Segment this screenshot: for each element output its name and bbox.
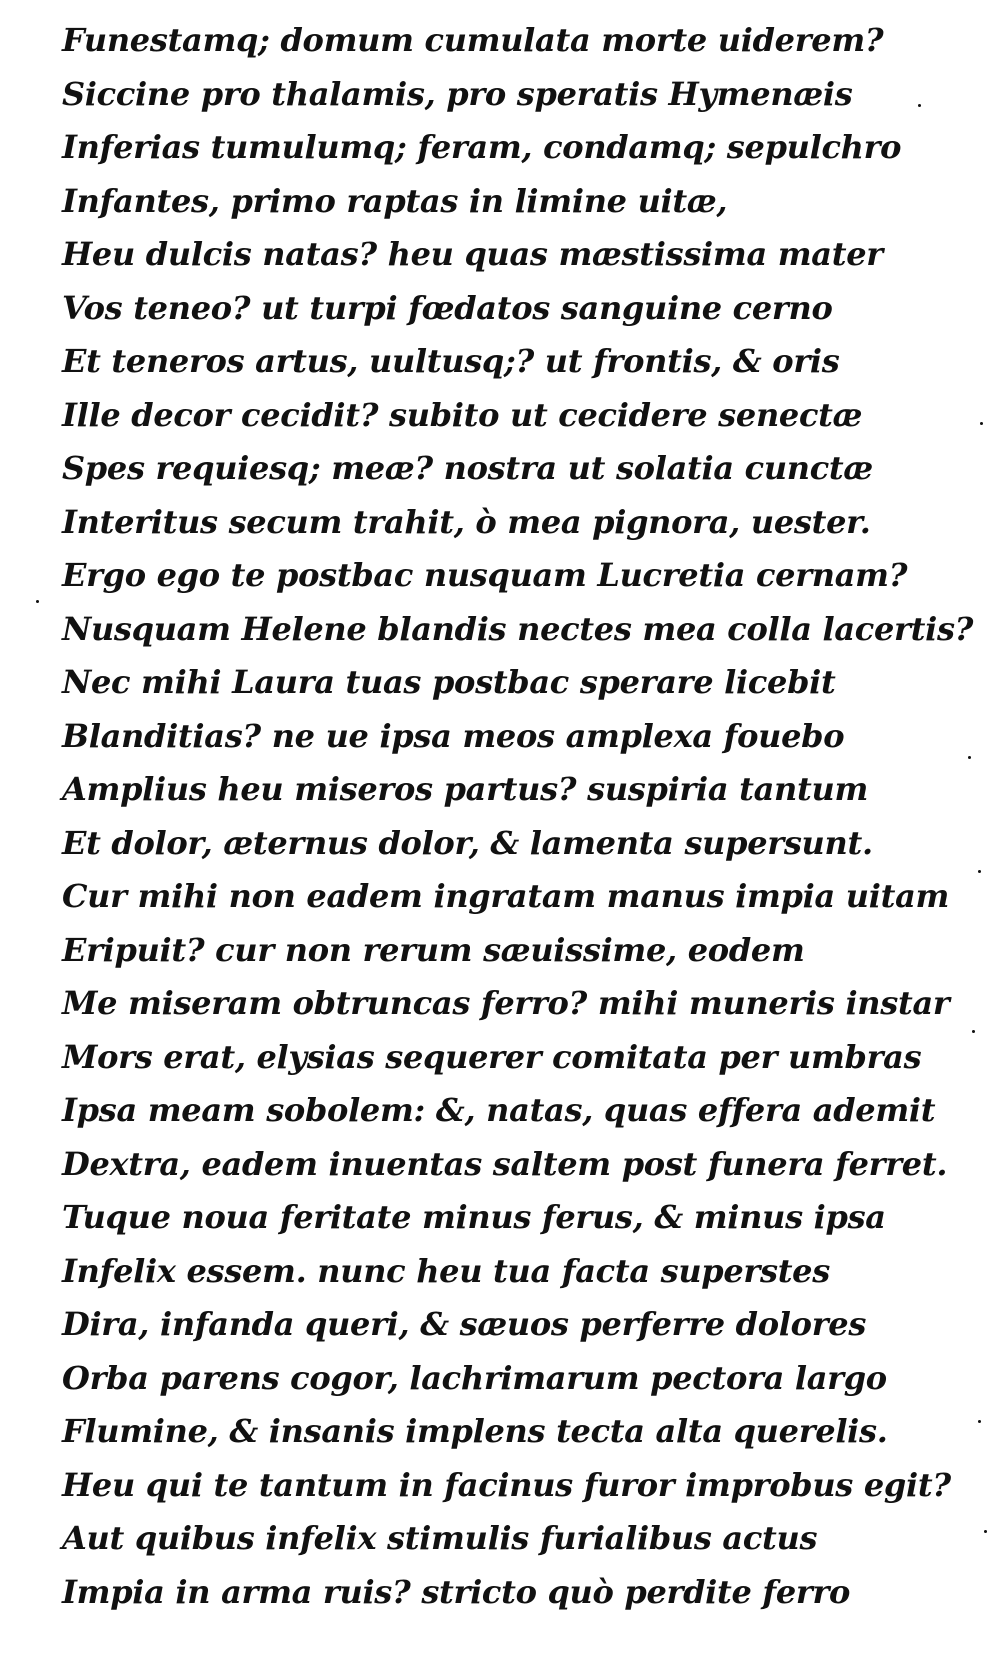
verse-line: Infantes, primo raptas in limine uitæ, bbox=[62, 181, 728, 220]
verse-line: Blanditias? ne ue ipsa meos amplexa fouebo bbox=[62, 716, 845, 755]
margin-speck bbox=[972, 1030, 975, 1033]
verse-line: Et teneros artus, uultusq;? ut frontis, & oris bbox=[62, 342, 840, 380]
margin-speck bbox=[918, 104, 921, 107]
verse-line: Ipsa meam sobolem: &, natas, quas effera ademit bbox=[62, 1091, 936, 1129]
verse-line: Ille decor cecidit? subito ut cecidere senectæ bbox=[62, 395, 863, 434]
verse-line: Et dolor, æternus dolor, & lamenta supersunt. bbox=[62, 823, 873, 862]
verse-line: Dira, infanda queri, & sæuos perferre dolores bbox=[62, 1305, 867, 1343]
verse-line: Dextra, eadem inuentas saltem post funera ferret. bbox=[62, 1144, 948, 1183]
verse-line: Spes requiesq; meæ? nostra ut solatia cunctæ bbox=[62, 449, 873, 487]
verse-line: Funestamq; domum cumulata morte uiderem? bbox=[62, 21, 884, 59]
verse-line: Siccine pro thalamis, pro speratis Hymenæis bbox=[62, 74, 853, 113]
margin-speck bbox=[978, 870, 981, 873]
verse-line: Inferias tumulumq; feram, condamq; sepulchro bbox=[62, 128, 902, 166]
verse-block bbox=[62, 14, 974, 1619]
verse-line: Infelix essem. nunc heu tua facta superstes bbox=[62, 1251, 830, 1290]
verse-line: Me miseram obtruncas ferro? mihi muneris instar bbox=[62, 984, 950, 1022]
verse-line: Amplius heu miseros partus? suspiria tantum bbox=[62, 770, 869, 808]
verse-line: Impia in arma ruis? stricto quò perdite ferro bbox=[62, 1572, 851, 1611]
verse-line: Nusquam Helene blandis nectes mea colla lacertis? bbox=[62, 609, 974, 648]
verse-line: Cur mihi non eadem ingratam manus impia uitam bbox=[62, 877, 950, 915]
verse-line: Nec mihi Laura tuas postbac sperare licebit bbox=[62, 663, 836, 701]
verse-line: Aut quibus infelix stimulis furialibus actus bbox=[62, 1519, 818, 1557]
verse-line: Heu dulcis natas? heu quas mæstissima mater bbox=[62, 235, 883, 273]
margin-speck bbox=[978, 1420, 981, 1423]
verse-line: Interitus secum trahit, ò mea pignora, uester. bbox=[62, 502, 871, 541]
verse-line: Vos teneo? ut turpi fœdatos sanguine cerno bbox=[62, 288, 833, 327]
verse-line: Flumine, & insanis implens tecta alta querelis. bbox=[62, 1412, 888, 1450]
verse-line: Orba parens cogor, lachrimarum pectora largo bbox=[62, 1358, 887, 1397]
verse-line: Ergo ego te postbac nusquam Lucretia cernam? bbox=[62, 556, 908, 594]
margin-speck bbox=[980, 422, 983, 425]
verse-line: Mors erat, elysias sequerer comitata per umbras bbox=[62, 1037, 922, 1076]
margin-speck bbox=[968, 756, 971, 759]
verse-line: Heu qui te tantum in facinus furor improbus egit? bbox=[62, 1465, 951, 1504]
margin-speck bbox=[36, 600, 39, 603]
margin-speck bbox=[984, 1530, 987, 1533]
verse-line: Tuque noua feritate minus ferus, & minus ipsa bbox=[62, 1198, 886, 1236]
verse-line: Eripuit? cur non rerum sæuissime, eodem bbox=[62, 930, 805, 969]
